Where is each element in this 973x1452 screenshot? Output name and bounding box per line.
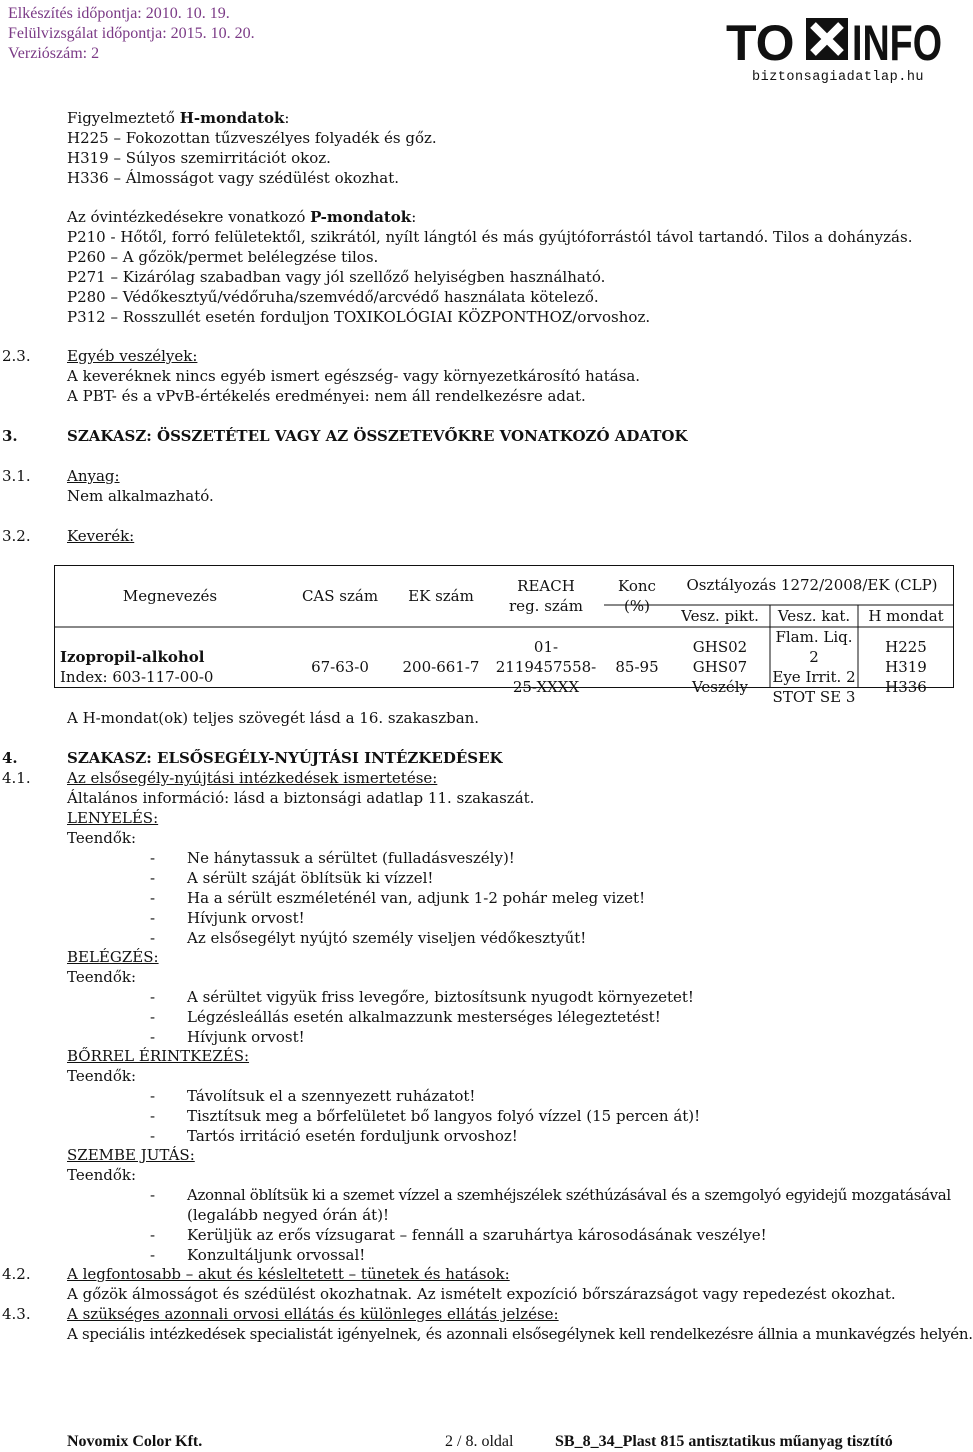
section-number: 4.2. <box>2 1265 31 1283</box>
hazard-statement: H319 – Súlyos szemirritációt okoz. <box>67 149 331 167</box>
other-hazards-text: A keveréknek nincs egyéb ismert egészség- vagy környezetkárosító hatása. <box>67 367 641 385</box>
section-number: 3.1. <box>2 467 31 485</box>
table-grid <box>54 565 954 688</box>
cell-cas: 67-63-0 <box>311 658 369 676</box>
cell-h-statement: H225 H319 H336 <box>885 638 927 696</box>
symptoms-text: A gőzök álmosságot és szédülést okozhatnak. Az ismételt expozíció bőrszárazságot vagy repedezést okozhat. <box>67 1285 896 1303</box>
list-dash: - <box>150 869 156 887</box>
table-note: A H-mondat(ok) teljes szövegét lásd a 16. szakaszban. <box>67 709 480 727</box>
pbt-text: A PBT- és a vPvB-értékelés eredményei: nem áll rendelkezésre adat. <box>67 387 586 405</box>
header-konc: Konc (%) <box>618 577 656 615</box>
list-dash: - <box>150 889 156 907</box>
list-item: Az elsősegélyt nyújtó személy viseljen védőkesztyűt! <box>187 929 587 947</box>
cell-ek: 200-661-7 <box>402 658 480 676</box>
cell-pictogram: GHS02 GHS07 Veszély <box>691 638 749 696</box>
footer-company: Novomix Color Kft. <box>67 1433 203 1450</box>
medical-attention-text: A speciális intézkedések specialistát igényelnek, és azonnali elsősegélynek kell rendelkezésre állnia a munkavégzés helyén. <box>67 1325 973 1343</box>
list-dash: - <box>150 1246 156 1264</box>
version-number: Verziószám: 2 <box>8 45 100 62</box>
hazard-statement: H225 – Fokozottan tűzveszélyes folyadék és gőz. <box>67 129 437 147</box>
list-item: Tartós irritáció esetén forduljunk orvoshoz! <box>187 1127 518 1145</box>
list-dash: - <box>150 1008 156 1026</box>
subsection-title-symptoms: A legfontosabb – akut és késleltetett – tünetek és hatások: <box>67 1265 510 1283</box>
section-number: 3. <box>2 427 18 445</box>
list-item: Hívjunk orvost! <box>187 909 305 927</box>
cell-konc: 85-95 <box>615 658 659 676</box>
header-hazard-category: Vesz. kat. <box>777 607 851 625</box>
substance-text: Nem alkalmazható. <box>67 487 214 505</box>
footer-product: SB_8_34_Plast 815 antisztatikus műanyag tisztító <box>555 1433 893 1450</box>
prepared-date: Elkészítés időpontja: 2010. 10. 19. <box>8 5 230 22</box>
hazard-title: Figyelmeztető H-mondatok: <box>67 109 290 127</box>
teendok-label: Teendők: <box>67 829 137 847</box>
list-item: Légzésleállás esetén alkalmazzunk mesterséges lélegeztetést! <box>187 1008 661 1026</box>
header-name: Megnevezés <box>122 587 218 605</box>
group-title-skin-contact: BŐRREL ÉRINTKEZÉS: <box>67 1047 250 1065</box>
cell-reach: 01- 2119457558- 25-XXXX <box>495 638 597 696</box>
list-item: Ha a sérült eszméleténél van, adjunk 1-2 pohár meleg vizet! <box>187 889 646 907</box>
list-dash: - <box>150 929 156 947</box>
teendok-label: Teendők: <box>67 1067 137 1085</box>
list-dash: - <box>150 1186 156 1204</box>
list-dash: - <box>150 849 156 867</box>
precaution-statement: P271 – Kizárólag szabadban vagy jól szellőző helyiségben használható. <box>67 268 606 286</box>
section-title-composition: SZAKASZ: ÖSSZETÉTEL VAGY AZ ÖSSZETEVŐKRE VONATKOZÓ ADATOK <box>67 427 688 445</box>
list-dash: - <box>150 1127 156 1145</box>
group-title-inhalation: BELÉGZÉS: <box>67 948 159 966</box>
precaution-statement: P260 – A gőzök/permet belélegzése tilos. <box>67 248 379 266</box>
list-item: A sérült száját öblítsük ki vízzel! <box>187 869 434 887</box>
section-title-other-hazards: Egyéb veszélyek: <box>67 347 198 365</box>
list-item: Kerüljük az erős vízsugarat – fennáll a szaruhártya károsodásának veszélye! <box>187 1226 767 1244</box>
cell-name: Izopropil-alkohol Index: 603-117-00-0 <box>60 648 214 686</box>
precaution-statement: P210 - Hőtől, forró felületektől, szikrától, nyílt lángtól és más gyújtóforrástól távol tartandó. Tilos a dohányzás. <box>67 228 913 246</box>
general-info: Általános információ: lásd a biztonsági adatlap 11. szakaszát. <box>67 789 535 807</box>
section-number: 4.1. <box>2 769 31 787</box>
list-item: Azonnal öblítsük ki a szemet vízzel a szemhéjszélek széthúzásával és a szemgolyó egyidejű mozgatásával <box>187 1186 951 1204</box>
group-title-ingestion: LENYELÉS: <box>67 809 159 827</box>
group-title-eye-contact: SZEMBE JUTÁS: <box>67 1146 195 1164</box>
section-number: 2.3. <box>2 347 31 365</box>
teendok-label: Teendők: <box>67 968 137 986</box>
logo-text-left: TO <box>726 15 795 71</box>
list-item: Konzultáljunk orvossal! <box>187 1246 366 1264</box>
site-url: biztonsagiadatlap.hu <box>752 70 925 85</box>
hazard-statement: H336 – Álmosságot vagy szédülést okozhat. <box>67 169 400 187</box>
list-item-continuation: (legalább negyed órán át)! <box>187 1206 390 1224</box>
teendok-label: Teendők: <box>67 1166 137 1184</box>
subsection-title-substance: Anyag: <box>67 467 120 485</box>
toxinfo-logo <box>726 14 942 71</box>
cell-hazard-category: Flam. Liq. 2 Eye Irrit. 2 STOT SE 3 <box>772 628 856 706</box>
section-title-first-aid: SZAKASZ: ELSŐSEGÉLY-NYÚJTÁSI INTÉZKEDÉSEK <box>67 749 503 767</box>
subsection-title-medical-attention: A szükséges azonnali orvosi ellátás és különleges ellátás jelzése: <box>67 1305 559 1323</box>
revised-date: Felülvizsgálat időpontja: 2015. 10. 20. <box>8 25 255 42</box>
header-reach: REACH reg. szám <box>509 577 583 615</box>
list-item: Tisztítsuk meg a bőrfelületet bő langyos folyó vízzel (15 percen át)! <box>187 1107 701 1125</box>
list-dash: - <box>150 1107 156 1125</box>
footer-page: 2 / 8. oldal <box>445 1433 514 1450</box>
list-dash: - <box>150 1226 156 1244</box>
list-dash: - <box>150 1028 156 1046</box>
subsection-title-first-aid-measures: Az elsősegély-nyújtási intézkedések ismertetése: <box>67 769 438 787</box>
list-item: Hívjunk orvost! <box>187 1028 305 1046</box>
list-dash: - <box>150 909 156 927</box>
header-h-statement: H mondat <box>868 607 944 625</box>
header-pictogram: Vesz. pikt. <box>681 607 759 625</box>
header-cas: CAS szám <box>301 587 379 605</box>
list-item: Távolítsuk el a szennyezett ruházatot! <box>187 1087 476 1105</box>
section-number: 4.3. <box>2 1305 31 1323</box>
logo-text-right: INFO <box>852 15 942 71</box>
list-item: Ne hánytassuk a sérültet (fulladásveszély)! <box>187 849 515 867</box>
section-number: 3.2. <box>2 527 31 545</box>
section-number: 4. <box>2 749 18 767</box>
list-dash: - <box>150 1087 156 1105</box>
list-dash: - <box>150 988 156 1006</box>
document-header-info <box>8 4 255 64</box>
header-classification: Osztályozás 1272/2008/EK (CLP) Vesz. pikt. Vesz. kat. H mondat <box>670 565 954 627</box>
precaution-title: Az óvintézkedésekre vonatkozó P-mondatok: <box>67 208 417 226</box>
precaution-statement: P312 – Rosszullét esetén forduljon TOXIKOLÓGIAI KÖZPONTHOZ/orvoshoz. <box>67 308 651 326</box>
header-ek: EK szám <box>408 587 474 605</box>
subsection-title-mixture: Keverék: <box>67 527 135 545</box>
precaution-statement: P280 – Védőkesztyű/védőruha/szemvédő/arcvédő használata kötelező. <box>67 288 599 306</box>
list-item: A sérültet vigyük friss levegőre, biztosítsunk nyugodt környezetet! <box>187 988 694 1006</box>
